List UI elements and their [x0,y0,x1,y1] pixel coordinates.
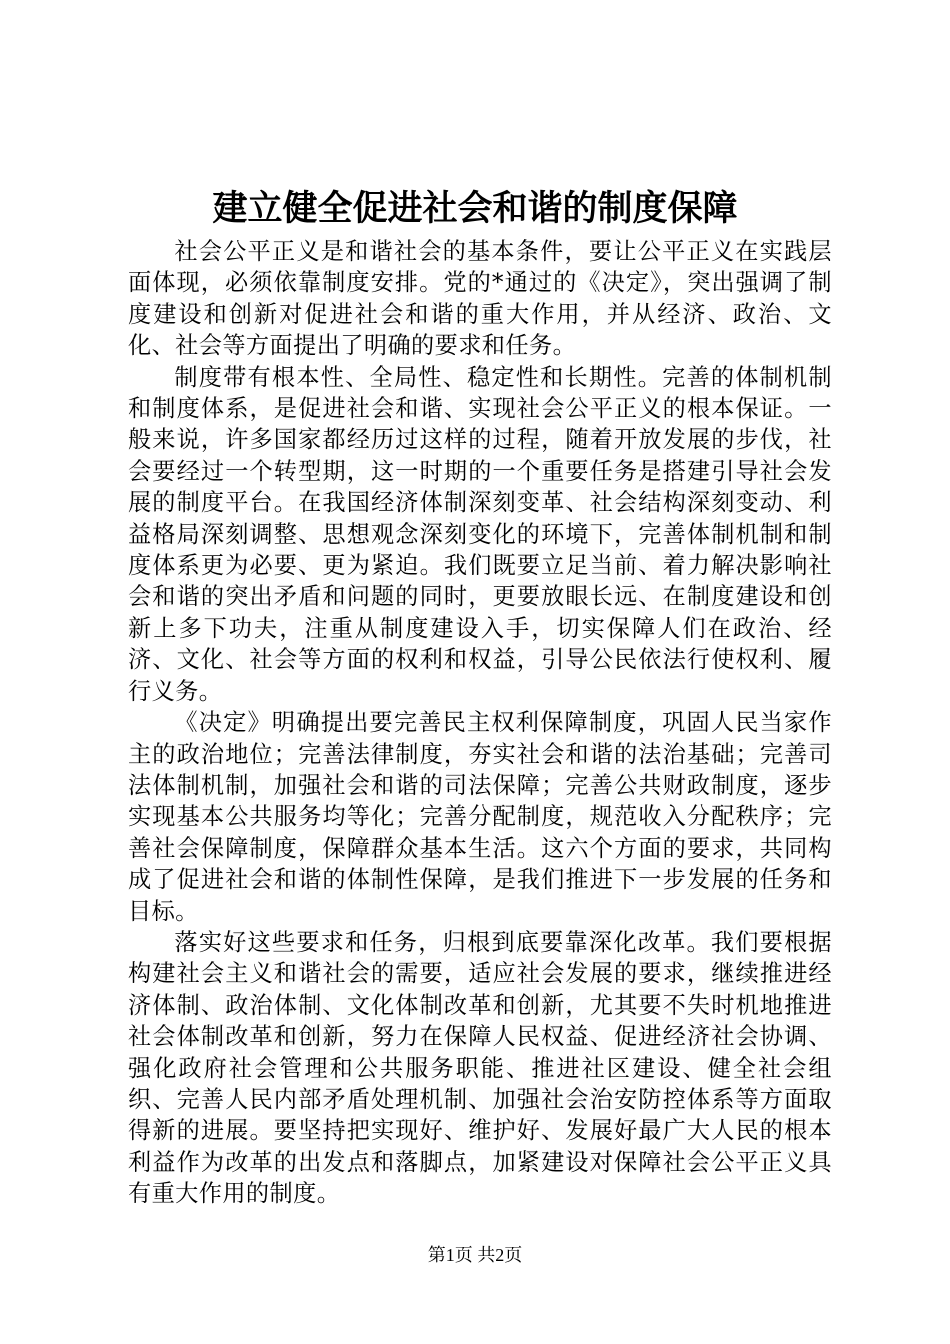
paragraph-3: 《决定》明确提出要完善民主权利保障制度，巩固人民当家作主的政治地位；完善法律制度，夯实社会和谐的法治基础；完善司法体制机制，加强社会和谐的司法保障；完善公共财政制度，逐步实现基本公共服务均等化；完善分配制度，规范收入分配秩序；完善社会保障制度，保障群众基本生活。这六个方面的要求，共同构成了促进社会和谐的体制性保障，是我们推进下一步发展的任务和目标。 [128,709,832,925]
paragraph-4: 落实好这些要求和任务，归根到底要靠深化改革。我们要根据构建社会主义和谐社会的需要，适应社会发展的要求，继续推进经济体制、政治体制、文化体制改革和创新，尤其要不失时机地推进社会体制改革和创新，努力在保障人民权益、促进经济社会协调、强化政府社会管理和公共服务职能、推进社区建设、健全社会组织、完善人民内部矛盾处理机制、加强社会治安防控体系等方面取得新的进展。要坚持把实现好、维护好、发展好最广大人民的根本利益作为改革的出发点和落脚点，加紧建设对保障社会公平正义具有重大作用的制度。 [128,928,832,1208]
paragraph-2: 制度带有根本性、全局性、稳定性和长期性。完善的体制机制和制度体系，是促进社会和谐、实现社会公平正义的根本保证。一般来说，许多国家都经历过这样的过程，随着开放发展的步伐，社会要经过一个转型期，这一时期的一个重要任务是搭建引导社会发展的制度平台。在我国经济体制深刻变革、社会结构深刻变动、利益格局深刻调整、思想观念深刻变化的环境下，完善体制机制和制度体系更为必要、更为紧迫。我们既要立足当前、着力解决影响社会和谐的突出矛盾和问题的同时，更要放眼长远、在制度建设和创新上多下功夫，注重从制度建设入手，切实保障人们在政治、经济、文化、社会等方面的权利和权益，引导公民依法行使权利、履行义务。 [128,363,832,705]
paragraph-1: 社会公平正义是和谐社会的基本条件，要让公平正义在实践层面体现，必须依靠制度安排。党的*通过的《决定》，突出强调了制度建设和创新对促进社会和谐的重大作用，并从经济、政治、文化、社会等方面提出了明确的要求和任务。 [128,238,832,360]
document-title: 建立健全促进社会和谐的制度保障 [212,188,738,229]
page-number-footer: 第1页 共2页 [427,1245,523,1265]
document-body [128,236,832,1210]
